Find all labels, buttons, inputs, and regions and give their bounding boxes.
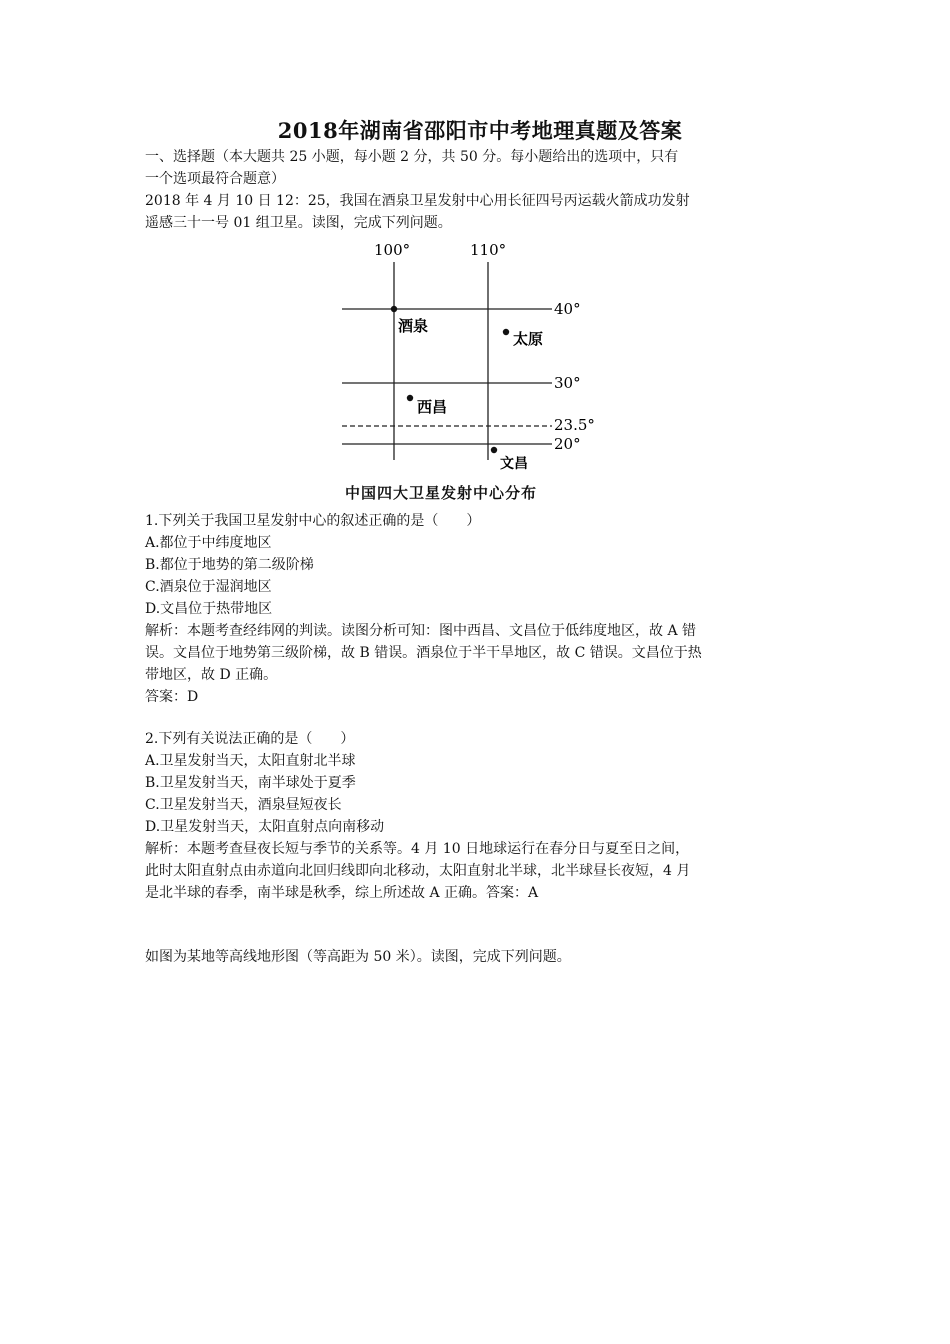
q2-analysis-line-3: 是北半球的春季，南半球是秋季，综上所述故 A 正确。答案：A [145, 885, 539, 901]
taiyuan-label: 太原 [513, 330, 544, 348]
page-title: 2018年湖南省邵阳市中考地理真题及答案 [277, 118, 683, 143]
section-heading-line-1: 一、选择题（本大题共 25 小题，每小题 2 分，共 50 分。每小题给出的选项中，只有 [145, 149, 679, 165]
wenchang-label: 文昌 [500, 456, 528, 472]
lat-30-label: 30° [554, 374, 581, 392]
q2-option-a: A.卫星发射当天，太阳直射北半球 [145, 753, 356, 769]
taiyuan-dot [503, 329, 509, 335]
q2-analysis-line-2: 此时太阳直射点由赤道向北回归线即向北移动，太阳直射北半球，北半球昼长夜短，4 月 [145, 863, 691, 879]
q1-option-c: C.酒泉位于湿润地区 [145, 579, 272, 595]
q1-option-b: B.都位于地势的第二级阶梯 [145, 557, 314, 573]
wenchang-dot [491, 447, 497, 453]
q2-stem: 2.下列有关说法正确的是（ ） [145, 731, 355, 747]
document-page [145, 112, 815, 968]
spacer [145, 708, 815, 728]
xichang-dot [407, 395, 413, 401]
lon-110-label: 110° [470, 241, 507, 259]
intro-line-2: 遥感三十一号 01 组卫星。读图，完成下列问题。 [145, 215, 452, 231]
q2-option-b: B.卫星发射当天，南半球处于夏季 [145, 775, 356, 791]
jiuquan-dot [391, 306, 397, 312]
lat-23-5-label: 23.5° [554, 416, 595, 434]
q2-option-d: D.卫星发射当天，太阳直射点向南移动 [145, 819, 385, 835]
lat-20-label: 20° [554, 435, 581, 453]
next-question-intro: 如图为某地等高线地形图（等高距为 50 米）。读图，完成下列问题。 [145, 949, 571, 965]
q2-option-c: C.卫星发射当天，酒泉昼短夜长 [145, 797, 342, 813]
q1-option-a: A.都位于中纬度地区 [145, 535, 272, 551]
figure-caption: 中国四大卫星发射中心分布 [345, 484, 538, 502]
q2-analysis-line-1: 解析：本题考查昼夜长短与季节的关系等。4 月 10 日地球运行在春分日与夏至日之间， [145, 841, 690, 857]
lat-40-label: 40° [554, 300, 581, 318]
lon-100-label: 100° [374, 241, 411, 259]
satellite-launch-center-map [145, 236, 815, 506]
jiuquan-label: 酒泉 [398, 317, 429, 335]
q1-answer: 答案：D [145, 689, 199, 705]
graticule-diagram [330, 236, 600, 481]
q1-analysis-line-3: 带地区，故 D 正确。 [145, 667, 278, 683]
q1-analysis-line-1: 解析：本题考查经纬网的判读。读图分析可知：图中西昌、文昌位于低纬度地区，故 A 错 [145, 623, 697, 639]
section-heading-line-2: 一个选项最符合题意） [145, 171, 285, 187]
intro-line-1: 2018 年 4 月 10 日 12：25，我国在酒泉卫星发射中心用长征四号丙运载火箭成功发射 [145, 193, 690, 209]
xichang-label: 西昌 [417, 398, 448, 416]
q1-analysis-line-2: 误。文昌位于地势第三级阶梯，故 B 错误。酒泉位于半干旱地区，故 C 错误。文昌位于热 [145, 645, 702, 661]
spacer [145, 904, 815, 946]
q1-option-d: D.文昌位于热带地区 [145, 601, 273, 617]
q1-stem: 1.下列关于我国卫星发射中心的叙述正确的是（ ） [145, 513, 481, 529]
